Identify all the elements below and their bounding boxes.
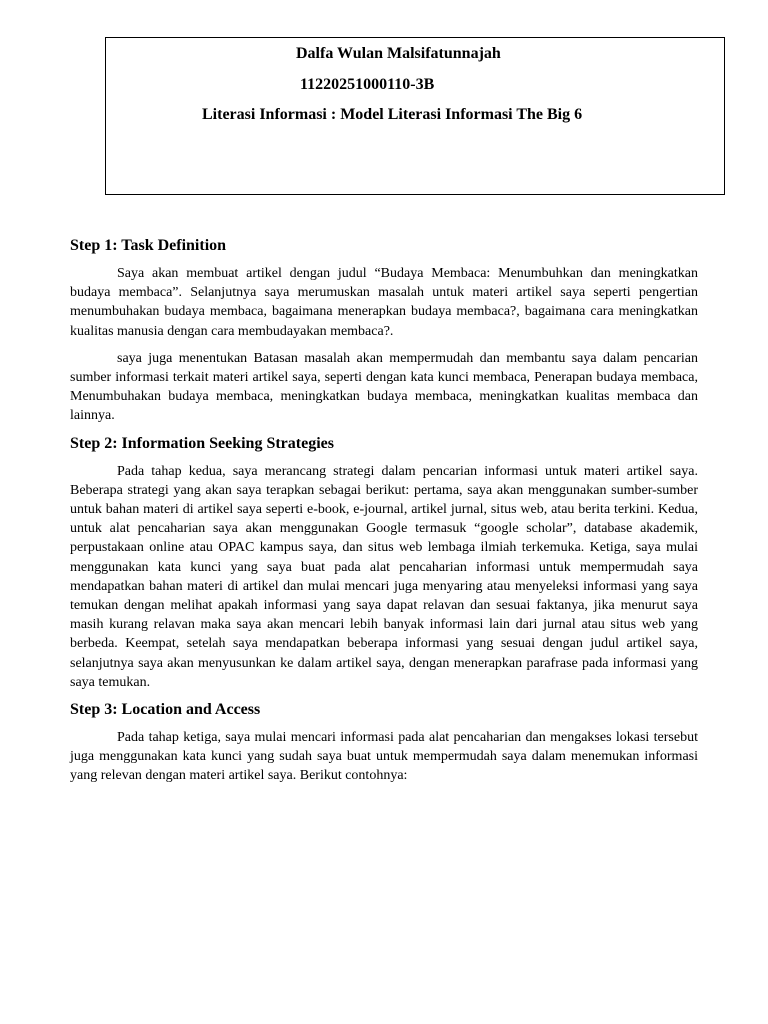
course-title: Literasi Informasi : Model Literasi Informasi The Big 6 <box>202 106 583 123</box>
section-information-seeking <box>70 434 698 692</box>
paragraph: Saya akan membuat artikel dengan judul “Budaya Membaca: Menumbuhkan dan meningkatkan budaya membaca”. Selanjutnya saya merumuskan masalah untuk materi artikel saya seperti pengertian menumbuhakan budaya membaca, bagaimana menerapkan budaya membaca?, bagaimana cara meningkatkan kualitas manusia dengan cara membudayakan membaca?. <box>70 266 698 339</box>
section-title: Step 3: Location and Access <box>70 701 261 719</box>
student-id: 11220251000110-3B <box>300 76 435 93</box>
header-box <box>105 37 725 195</box>
paragraph: Pada tahap ketiga, saya mulai mencari informasi pada alat pencaharian dan mengakses lokasi tersebut juga menggunakan kata kunci yang sudah saya buat untuk mempermudah saya dalam menemukan informasi yang relevan dengan materi artikel saya. Berikut contohnya: <box>70 730 698 784</box>
section-title: Step 1: Task Definition <box>70 237 227 254</box>
section-task-definition <box>70 236 698 426</box>
section-location-access <box>70 700 698 786</box>
section-title: Step 2: Information Seeking Strategies <box>70 434 334 452</box>
author-name: Dalfa Wulan Malsifatunnajah <box>296 45 501 62</box>
paragraph: Pada tahap kedua, saya merancang strategi dalam pencarian informasi untuk materi artikel saya. Beberapa strategi yang akan saya terapkan sebagai berikut: pertama, saya akan menggunakan sumber-sumber untuk bahan materi di artikel saya seperti e-book, e-journal, artikel jurnal, situs web, atau berita terkini. Kedua, untuk alat pencaharian saya akan menggunakan Google termasuk “google scholar”, database akademik, perpustakaan online atau OPAC kampus saya, dan situs web lembaga ilmiah terkemuka. Ketiga, saya mulai menggunakan kata kunci yang saya buat pada alat pencaharian informasi untuk mempermudah saya mendapatkan bahan materi di artikel dan mulai mencari juga menyaring atau menyeleksi informasi yang saya temukan dengan melihat apakah informasi yang saya dapat relavan dan sesuai faktanya, jika menurut saya masih kurang relavan maka saya akan mencari lebih banyak informasi lain dari jurnal atau situs web yang berbeda. Keempat, setelah saya mendapatkan beberapa informasi yang sesuai dengan judul artikel saya, selanjutnya saya akan menyusunkan ke dalam artikel saya, dengan menerapkan parafrase pada informasi yang saya temukan. <box>70 463 698 690</box>
document-body <box>70 236 698 794</box>
paragraph: saya juga menentukan Batasan masalah akan mempermudah dan membantu saya dalam pencarian sumber informasi terkait materi artikel saya, seperti dengan kata kunci membaca, Penerapan budaya membaca, Menumbuhakan budaya membaca, meningkatkan budaya membaca, meningkatkan kualitas membaca dan lainnya. <box>70 350 698 424</box>
